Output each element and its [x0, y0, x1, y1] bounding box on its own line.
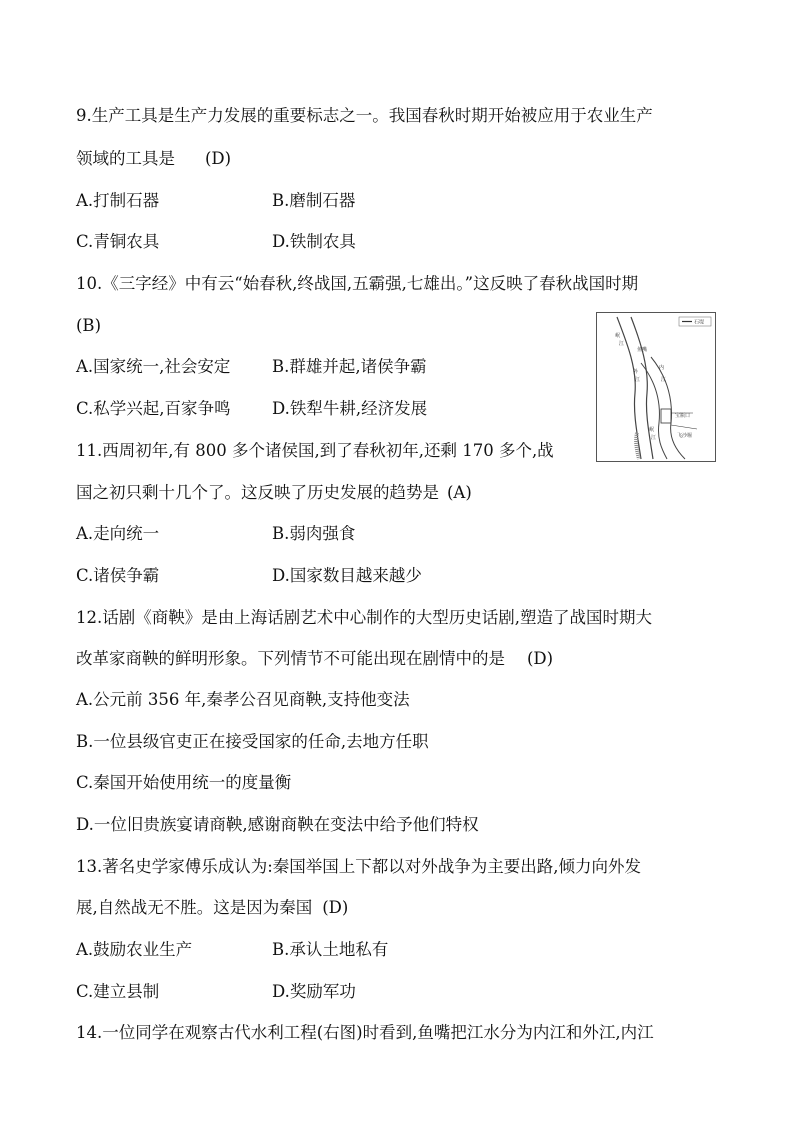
q12-option-b: B.一位县级官吏正在接受国家的任命,去地方任职 — [76, 732, 429, 751]
q13-stem-line2 — [76, 898, 348, 918]
q14-stem-line1: 14.一位同学在观察古代水利工程(右图)时看到,鱼嘴把江水分为内江和外江,内江 — [76, 1023, 654, 1042]
map-drawing — [597, 313, 715, 461]
q11-option-d: D.国家数目越来越少 — [272, 566, 422, 585]
q13-stem-text: 展,自然战无不胜。这是因为秦国 — [76, 898, 313, 917]
q12-option-c: C.秦国开始使用统一的度量衡 — [76, 773, 292, 792]
q11-option-a: A.走向统一 — [76, 524, 160, 543]
q10-option-b: B.群雄并起,诸侯争霸 — [272, 357, 427, 376]
map-label-feishayan: 飞沙堰 — [677, 433, 693, 439]
q9-option-b: B.磨制石器 — [272, 191, 356, 210]
map-label-wai: 外 — [633, 369, 639, 375]
q9-option-c: C.青铜农具 — [76, 232, 160, 251]
q9-stem-text: 领域的工具是 — [76, 149, 175, 168]
q11-answer: (A) — [447, 483, 472, 502]
q12-answer: (D) — [527, 649, 554, 668]
q10-option-a: A.国家统一,社会安定 — [76, 357, 231, 376]
q11-stem-text: 国之初只剩十几个了。这反映了历史发展的趋势是 — [76, 483, 439, 502]
q10-stem-line1: 10.《三字经》中有云“始春秋,终战国,五霸强,七雄出。”这反映了春秋战国时期 — [76, 274, 639, 293]
q9-answer: (D) — [205, 149, 232, 168]
q11-option-b: B.弱肉强食 — [272, 524, 356, 543]
q12-option-d: D.一位旧贵族宴请商鞅,感谢商鞅在变法中给予他们特权 — [76, 815, 479, 834]
map-label-baopingkou: 宝瓶口 — [675, 413, 691, 419]
q13-stem-line1: 13.著名史学家傅乐成认为:秦国举国上下都以对外战争为主要出路,倾力向外发 — [76, 857, 642, 876]
q13-option-a: A.鼓励农业生产 — [76, 940, 193, 959]
map-legend-label: 石堤 — [694, 319, 705, 326]
q10-option-c: C.私学兴起,百家争鸣 — [76, 399, 231, 418]
map-baopingkou-structure — [661, 409, 671, 423]
q10-answer: (B) — [76, 316, 101, 335]
q9-option-a: A.打制石器 — [76, 191, 160, 210]
q9-stem-line2 — [76, 149, 231, 169]
q13-option-c: C.建立县制 — [76, 982, 160, 1001]
q12-stem-text: 改革家商鞅的鲜明形象。下列情节不可能出现在剧情中的是 — [76, 649, 505, 668]
dujiangyan-map-figure — [596, 312, 716, 462]
q9-option-d: D.铁制农具 — [272, 232, 356, 251]
map-label-jiang-2: 江 — [651, 435, 657, 441]
map-label-nei: 内 — [659, 365, 665, 371]
map-label-min-1: 岷 — [615, 333, 621, 339]
q12-stem-line2 — [76, 649, 553, 669]
q12-option-a: A.公元前 356 年,秦孝公召见商鞅,支持他变法 — [76, 690, 410, 709]
q9-stem-line1: 9.生产工具是生产力发展的重要标志之一。我国春秋时期开始被应用于农业生产 — [76, 106, 653, 125]
q10-option-d: D.铁犁牛耕,经济发展 — [272, 399, 428, 418]
map-label-jiang-1: 江 — [619, 341, 625, 347]
q11-stem-line2 — [76, 483, 472, 503]
q11-option-c: C.诸侯争霸 — [76, 566, 160, 585]
map-inner-river-right — [651, 357, 685, 459]
q12-stem-line1: 12.话剧《商鞅》是由上海话剧艺术中心制作的大型历史话剧,塑造了战国时期大 — [76, 608, 652, 627]
q13-option-b: B.承认土地私有 — [272, 940, 389, 959]
map-label-min-2: 岷 — [649, 427, 655, 433]
map-label-yuzui: 鱼嘴 — [637, 347, 648, 353]
map-label-nei-jiang: 江 — [661, 377, 667, 383]
q13-answer: (D) — [322, 898, 349, 917]
map-label-wai-jiang: 江 — [635, 377, 641, 383]
q13-option-d: D.奖励军功 — [272, 982, 356, 1001]
q11-stem-line1: 11.西周初年,有 800 多个诸侯国,到了春秋初年,还剩 170 多个,战 — [76, 441, 554, 460]
